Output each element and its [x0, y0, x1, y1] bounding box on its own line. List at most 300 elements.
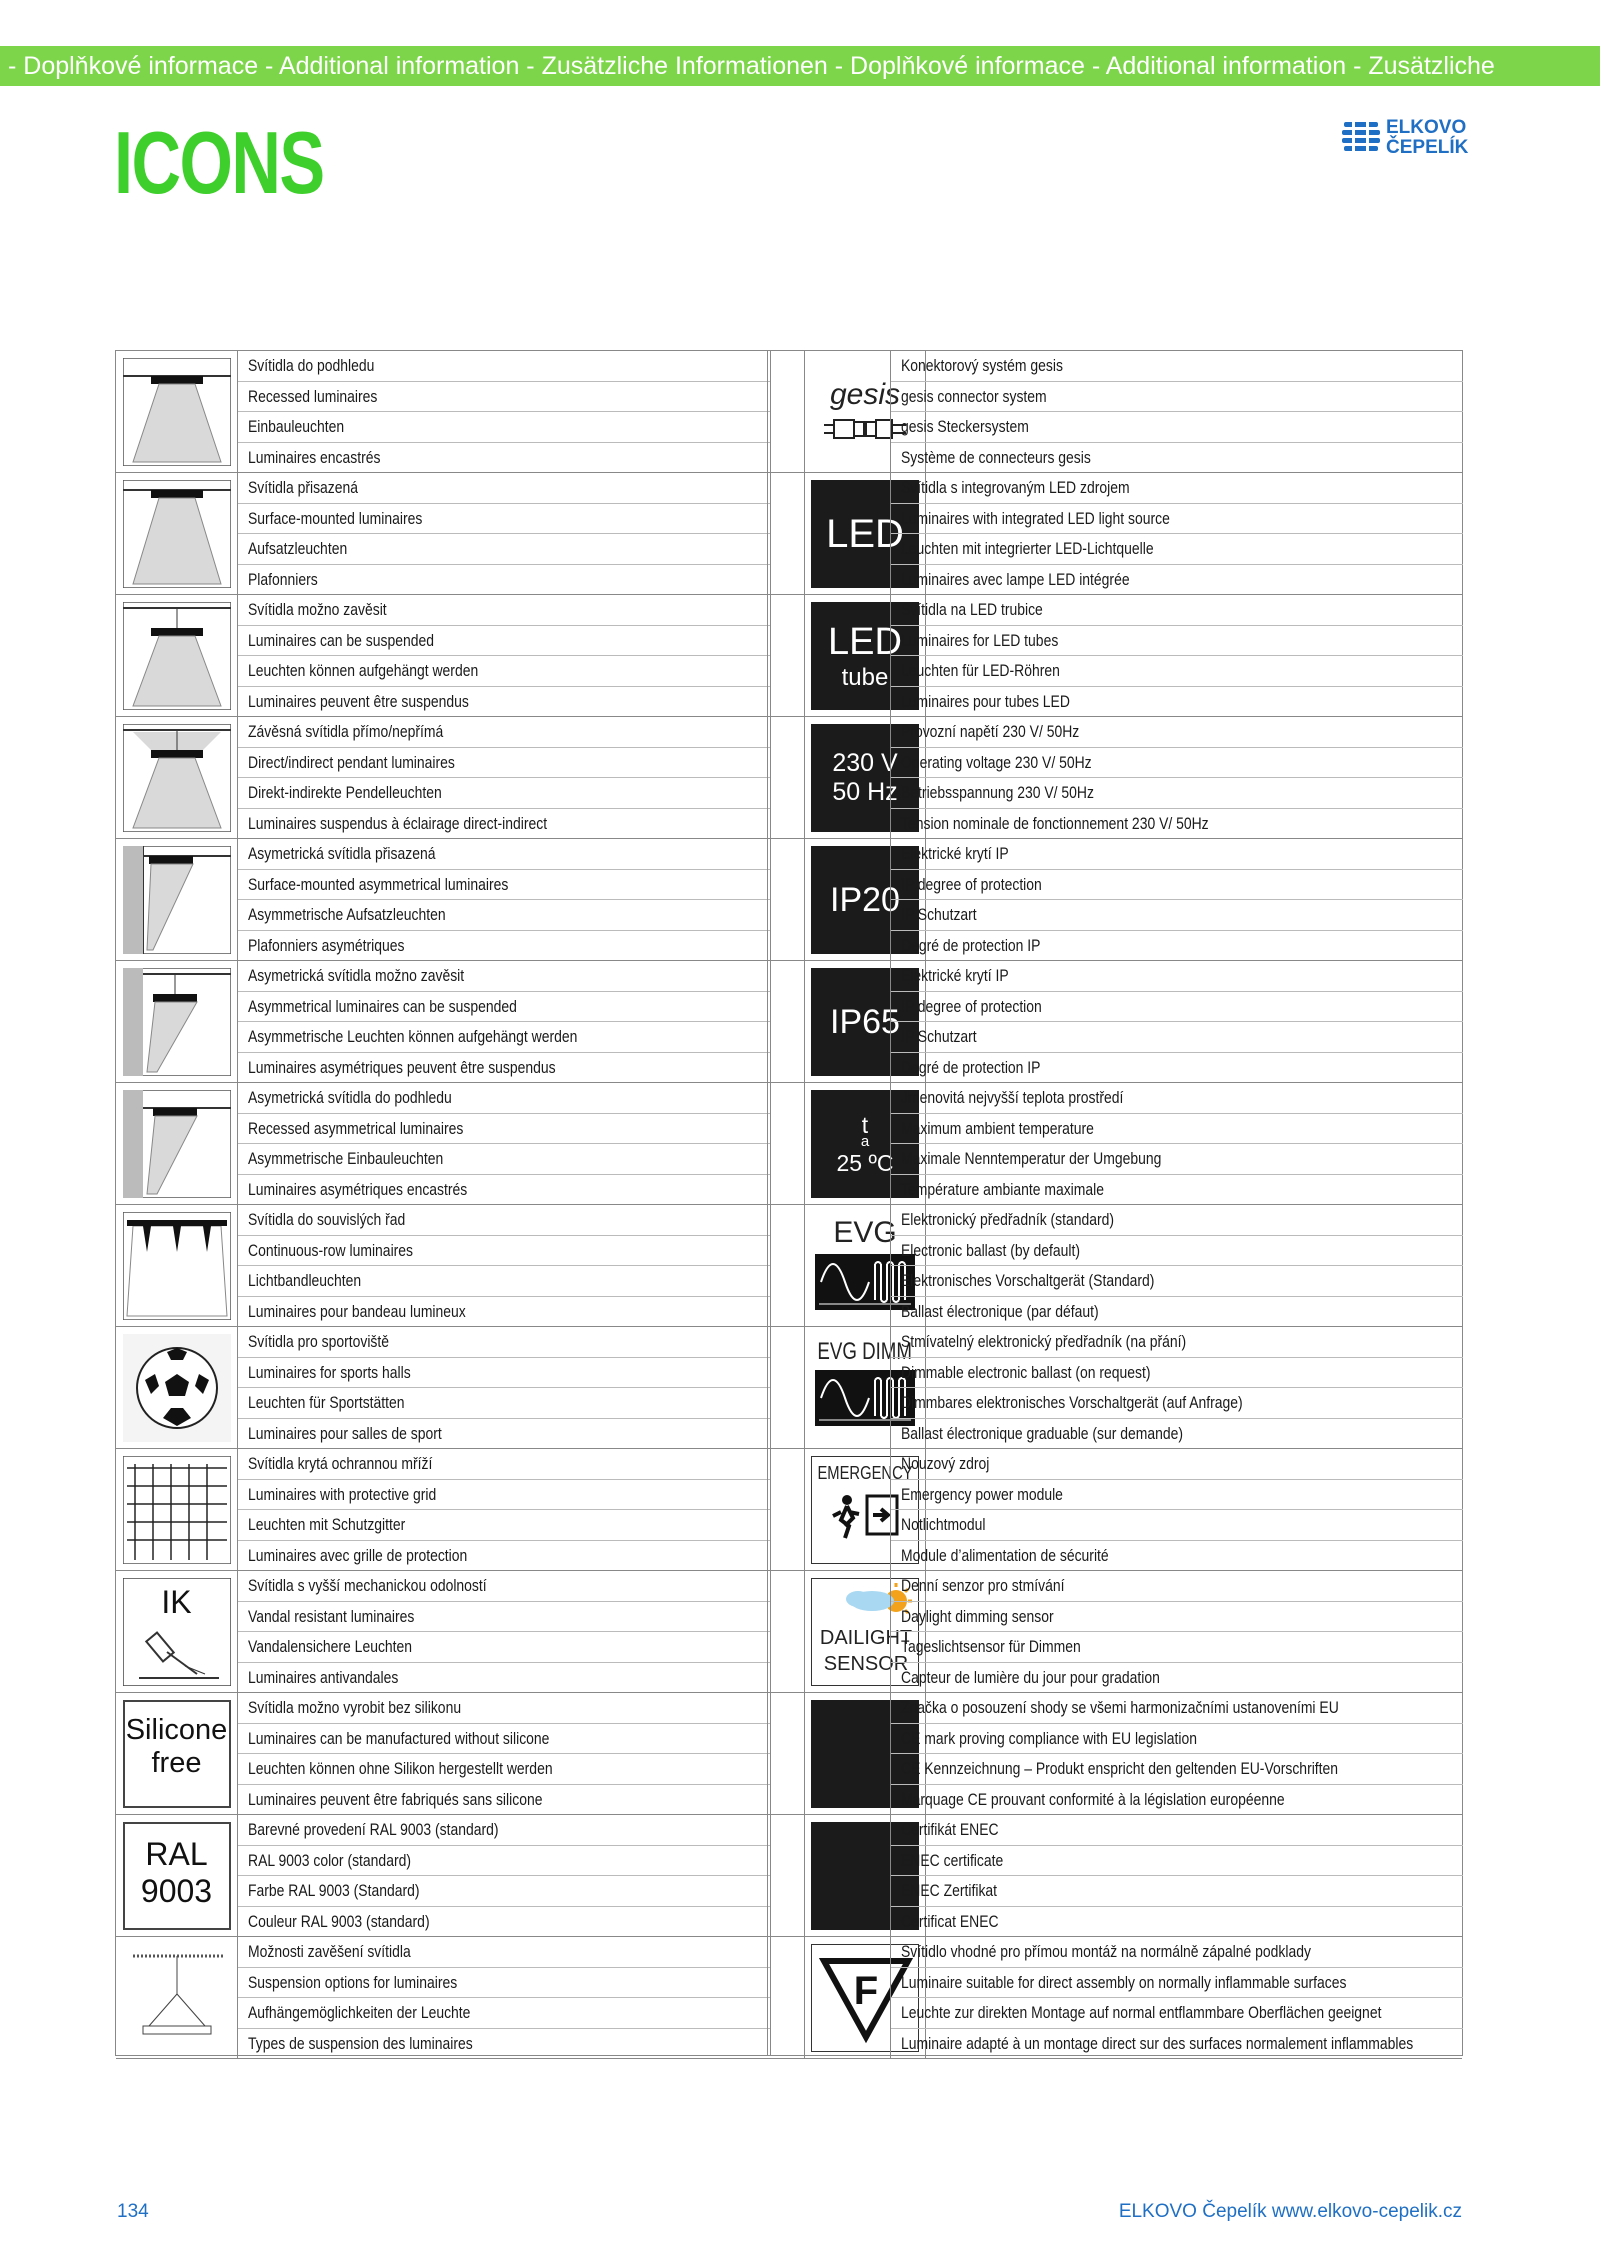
left-icon-row	[116, 717, 770, 839]
description-line	[238, 1297, 770, 1328]
left-icon-row	[116, 1205, 770, 1327]
description-line	[891, 1022, 1463, 1053]
description-text: Luminaires pour tubes LED	[901, 691, 1070, 711]
icon-label: IK	[161, 1584, 192, 1620]
description-text: Asymetrická svítidla do podhledu	[248, 1088, 452, 1107]
description-text: Leuchten mit integrierter LED-Lichtquelle	[901, 539, 1154, 558]
icon-label: IP65	[830, 1002, 900, 1041]
description-text: Lichtbandleuchten	[248, 1271, 362, 1290]
description-text: Elektronisches Vorschaltgerät (Standard)	[901, 1271, 1155, 1290]
description-text: Continuous-row luminaires	[248, 1240, 414, 1260]
description-text: Závěsná svítidla přímo/nepřímá	[248, 722, 444, 741]
direct-indirect-pendant-icon	[116, 717, 238, 839]
description-text: Leuchten für LED-Röhren	[901, 661, 1060, 680]
description-text: Stmívatelný elektronický předřadník (na přání)	[901, 1332, 1187, 1351]
description-line	[891, 717, 1463, 748]
description-line	[891, 1663, 1463, 1694]
description-lines	[238, 1205, 770, 1327]
description-line	[891, 626, 1463, 657]
right-icon-row	[768, 1571, 1462, 1693]
description-text: Leuchten mit Schutzgitter	[248, 1515, 406, 1534]
description-text: Plafonniers asymétriques	[248, 935, 405, 955]
right-icon-row	[768, 351, 1462, 473]
icon-label: IP20	[830, 880, 900, 919]
description-line	[891, 1602, 1463, 1633]
description-line	[891, 1510, 1463, 1541]
description-line	[238, 1907, 770, 1938]
description-text: Elektrické krytí IP	[901, 844, 1009, 863]
description-line	[891, 1876, 1463, 1907]
description-line	[238, 565, 770, 596]
description-text: Luminaires asymétriques encastrés	[248, 1179, 468, 1199]
description-line	[238, 1388, 770, 1419]
description-text: Direct/indirect pendant luminaires	[248, 752, 455, 772]
description-text: Svítidla možno zavěsit	[248, 600, 387, 619]
description-text: Leuchten für Sportstätten	[248, 1393, 405, 1412]
description-text: Recessed asymmetrical luminaires	[248, 1118, 464, 1138]
description-lines	[890, 717, 1463, 839]
description-line	[891, 1053, 1463, 1084]
description-lines	[238, 473, 770, 595]
description-text: Elektronický předřadník (standard)	[901, 1210, 1115, 1229]
description-line	[891, 1297, 1463, 1328]
description-line	[891, 1907, 1463, 1938]
description-text: IP degree of protection	[901, 874, 1042, 894]
description-line	[891, 931, 1463, 962]
description-text: Luminaires antivandales	[248, 1667, 399, 1687]
description-text: Barevné provedení RAL 9003 (standard)	[248, 1820, 499, 1839]
description-text: Svítidla do souvislých řad	[248, 1210, 406, 1229]
description-line	[238, 1266, 770, 1297]
asymmetric-surface-icon	[116, 839, 238, 961]
description-line	[891, 870, 1463, 901]
description-text: Luminaires asymétriques peuvent être suspendus	[248, 1057, 556, 1077]
description-line	[891, 778, 1463, 809]
description-line	[238, 870, 770, 901]
icon-label: LED	[828, 620, 902, 663]
description-line	[891, 1815, 1463, 1846]
description-text: CE Kennzeichnung – Produkt enspricht den geltenden EU-Vorschriften	[901, 1759, 1339, 1778]
description-text: Asymmetrische Leuchten können aufgehängt werden	[248, 1027, 578, 1046]
description-line	[238, 961, 770, 992]
description-line	[891, 900, 1463, 931]
suspended-luminaire-icon	[116, 595, 238, 717]
silicone-free-icon	[116, 1693, 238, 1815]
right-icon-row	[768, 1327, 1462, 1449]
description-lines	[890, 1937, 1463, 2059]
description-line	[238, 1571, 770, 1602]
description-text: gesis connector system	[901, 386, 1047, 406]
description-line	[891, 1205, 1463, 1236]
description-line	[238, 656, 770, 687]
icon-label-2: free	[151, 1747, 202, 1780]
description-line	[891, 1175, 1463, 1206]
description-text: Surface-mounted asymmetrical luminaires	[248, 874, 509, 894]
right-icon-row	[768, 961, 1462, 1083]
description-line	[891, 687, 1463, 718]
description-line	[238, 595, 770, 626]
description-line	[238, 1632, 770, 1663]
description-text: IP Schutzart	[901, 905, 977, 924]
description-line	[238, 2029, 770, 2060]
description-text: Luminaires can be manufactured without silicone	[248, 1728, 550, 1748]
description-text: Betriebsspannung 230 V/ 50Hz	[901, 783, 1094, 802]
description-line	[238, 534, 770, 565]
right-icon-row	[768, 473, 1462, 595]
icon-label: LED	[826, 511, 904, 556]
description-lines	[238, 1449, 770, 1571]
description-text: Marquage CE prouvant conformité à la législation européenne	[901, 1789, 1285, 1809]
description-text: IP degree of protection	[901, 996, 1042, 1016]
description-line	[238, 1510, 770, 1541]
description-text: Plafonniers	[248, 569, 318, 589]
ik-hammer-icon	[116, 1571, 238, 1693]
description-lines	[890, 1693, 1463, 1815]
icon-label: t	[861, 1111, 869, 1138]
logo-line-1: ELKOVO	[1386, 117, 1467, 138]
description-text: Provozní napětí 230 V/ 50Hz	[901, 722, 1080, 741]
description-line	[891, 534, 1463, 565]
description-text: Recessed luminaires	[248, 386, 378, 406]
description-line	[891, 412, 1463, 443]
description-lines	[890, 839, 1463, 961]
description-line	[238, 1663, 770, 1694]
description-line	[238, 1236, 770, 1267]
description-text: Degré de protection IP	[901, 935, 1041, 955]
description-line	[238, 1998, 770, 2029]
suspension-options-icon	[116, 1937, 238, 2059]
icon-label: RAL	[145, 1836, 208, 1872]
description-text: Einbauleuchten	[248, 417, 345, 436]
description-line	[238, 717, 770, 748]
description-text: Dimmable electronic ballast (on request)	[901, 1362, 1151, 1382]
icon-label: DAILIGHT	[819, 1627, 913, 1649]
description-line	[891, 1937, 1463, 1968]
description-text: CE mark proving compliance with EU legislation	[901, 1728, 1197, 1748]
description-lines	[238, 1327, 770, 1449]
left-icon-row	[116, 473, 770, 595]
description-lines	[238, 839, 770, 961]
description-text: ENEC certificate	[901, 1850, 1004, 1870]
description-text: Luminaires encastrés	[248, 447, 381, 467]
description-line	[238, 473, 770, 504]
description-text: Electronic ballast (by default)	[901, 1240, 1080, 1260]
description-lines	[238, 1083, 770, 1205]
description-lines	[238, 595, 770, 717]
description-text: Types de suspension des luminaires	[248, 2033, 473, 2053]
recessed-luminaire-icon	[116, 351, 238, 473]
description-text: Asymmetrische Einbauleuchten	[248, 1149, 444, 1168]
description-lines	[238, 717, 770, 839]
description-text: Značka o posouzení shody se všemi harmonizačními ustanoveními EU	[901, 1698, 1339, 1717]
description-line	[238, 1968, 770, 1999]
icon-label-2: 50 Hz	[832, 778, 898, 806]
description-text: Luminaires pour bandeau lumineux	[248, 1301, 466, 1321]
icon-label-2: SENSOR	[823, 1653, 909, 1675]
description-text: Operating voltage 230 V/ 50Hz	[901, 752, 1092, 772]
description-line	[238, 1876, 770, 1907]
description-line	[238, 1693, 770, 1724]
description-lines	[890, 595, 1463, 717]
description-lines	[238, 1693, 770, 1815]
description-text: Luminaires with protective grid	[248, 1484, 437, 1504]
description-line	[891, 1419, 1463, 1450]
right-icon-row	[768, 595, 1462, 717]
description-line	[238, 1785, 770, 1816]
description-line	[891, 1480, 1463, 1511]
page-title: ICONS	[114, 113, 324, 212]
description-lines	[890, 1815, 1463, 1937]
description-text: Leuchten können ohne Silikon hergestellt werden	[248, 1759, 553, 1778]
description-text: Certificat ENEC	[901, 1911, 999, 1931]
description-text: Svítidla do podhledu	[248, 356, 375, 375]
right-column	[767, 350, 1463, 2056]
description-text: Aufsatzleuchten	[248, 539, 348, 558]
description-line	[891, 1083, 1463, 1114]
description-line	[238, 931, 770, 962]
description-lines	[890, 1571, 1463, 1693]
description-text: Luminaires avec lampe LED intégrée	[901, 569, 1130, 589]
description-line	[238, 351, 770, 382]
description-line	[891, 1785, 1463, 1816]
description-lines	[890, 1205, 1463, 1327]
description-line	[238, 382, 770, 413]
description-line	[891, 351, 1463, 382]
left-icon-row	[116, 1571, 770, 1693]
icon-label: gesis	[829, 378, 901, 411]
left-icon-row	[116, 1815, 770, 1937]
description-line	[891, 382, 1463, 413]
description-text: Vandal resistant luminaires	[248, 1606, 415, 1626]
description-text: Svítidlo vhodné pro přímou montáž na normálně zápalné podklady	[901, 1942, 1311, 1961]
description-line	[238, 1449, 770, 1480]
description-line	[891, 1449, 1463, 1480]
description-line	[238, 1754, 770, 1785]
description-text: Luminaires can be suspended	[248, 630, 434, 650]
description-text: Luminaires suspendus à éclairage direct-indirect	[248, 813, 548, 833]
left-icon-row	[116, 351, 770, 473]
description-line	[891, 992, 1463, 1023]
icon-label-sub: a	[860, 1132, 870, 1150]
description-line	[891, 809, 1463, 840]
description-text: Svítidla na LED trubice	[901, 600, 1043, 619]
description-line	[238, 1480, 770, 1511]
description-line	[891, 565, 1463, 596]
description-line	[891, 748, 1463, 779]
description-text: Dimmbares elektronisches Vorschaltgerät (auf Anfrage)	[901, 1393, 1243, 1412]
description-text: gesis Steckersystem	[901, 417, 1029, 436]
icon-label: 230 V	[832, 749, 898, 777]
description-line	[891, 1693, 1463, 1724]
right-icon-row	[768, 1815, 1462, 1937]
description-text: Luminaires peuvent être suspendus	[248, 691, 469, 711]
description-line	[891, 1266, 1463, 1297]
description-lines	[890, 473, 1463, 595]
company-logo	[1342, 118, 1468, 158]
description-text: Luminaire adapté à un montage direct sur des surfaces normalement inflammables	[901, 2033, 1414, 2053]
description-text: Suspension options for luminaires	[248, 1972, 458, 1992]
description-line	[891, 1114, 1463, 1145]
description-text: Luminaire suitable for direct assembly on normally inflammable surfaces	[901, 1972, 1347, 1992]
description-text: Daylight dimming sensor	[901, 1606, 1054, 1626]
description-line	[238, 504, 770, 535]
description-line	[891, 1846, 1463, 1877]
description-line	[891, 1388, 1463, 1419]
description-text: Asymetrická svítidla přisazená	[248, 844, 436, 863]
description-text: Température ambiante maximale	[901, 1179, 1105, 1199]
description-text: Luminaires peuvent être fabriqués sans silicone	[248, 1789, 543, 1809]
icon-label: Silicone	[125, 1714, 228, 1746]
description-line	[238, 1083, 770, 1114]
icon-label: EMERGENCY	[817, 1463, 913, 1483]
icons-table	[115, 350, 1463, 2056]
description-text: Tension nominale de fonctionnement 230 V/ 50Hz	[901, 813, 1209, 833]
description-line	[238, 1846, 770, 1877]
description-text: Možnosti zavěšení svítidla	[248, 1942, 411, 1961]
description-line	[238, 1205, 770, 1236]
description-text: Nouzový zdroj	[901, 1454, 990, 1473]
description-line	[238, 1602, 770, 1633]
left-icon-row	[116, 1693, 770, 1815]
left-icon-row	[116, 1083, 770, 1205]
description-line	[891, 504, 1463, 535]
asymmetric-suspended-icon	[116, 961, 238, 1083]
description-line	[891, 1998, 1463, 2029]
description-line	[891, 1754, 1463, 1785]
description-line	[891, 839, 1463, 870]
description-line	[891, 1571, 1463, 1602]
description-line	[238, 1937, 770, 1968]
description-line	[891, 961, 1463, 992]
description-text: Module d’alimentation de sécurité	[901, 1545, 1109, 1565]
description-text: Svítidla s integrovaným LED zdrojem	[901, 478, 1130, 497]
description-text: Couleur RAL 9003 (standard)	[248, 1911, 430, 1931]
icon-label: F	[853, 1969, 879, 2013]
description-text: Konektorový systém gesis	[901, 356, 1063, 375]
right-icon-row	[768, 839, 1462, 961]
description-text: Notlichtmodul	[901, 1515, 986, 1534]
description-text: Jmenovitá nejvyšší teplota prostředí	[901, 1088, 1124, 1107]
description-line	[238, 1815, 770, 1846]
description-line	[891, 443, 1463, 474]
description-line	[891, 656, 1463, 687]
description-text: RAL 9003 color (standard)	[248, 1850, 411, 1870]
right-icon-row	[768, 1937, 1462, 2059]
left-icon-row	[116, 1327, 770, 1449]
icon-label-2: tube	[841, 663, 889, 691]
description-line	[891, 1358, 1463, 1389]
left-icon-row	[116, 595, 770, 717]
description-text: Certifikát ENEC	[901, 1820, 999, 1839]
description-line	[238, 839, 770, 870]
left-icon-row	[116, 1449, 770, 1571]
description-line	[238, 443, 770, 474]
protective-grid-icon	[116, 1449, 238, 1571]
description-text: Vandalensichere Leuchten	[248, 1637, 413, 1656]
icon-label-2: 9003	[140, 1872, 213, 1909]
description-text: ENEC Zertifikat	[901, 1881, 998, 1900]
description-text: Luminaires pour salles de sport	[248, 1423, 442, 1443]
description-lines	[890, 1327, 1463, 1449]
description-text: Tageslichtsensor für Dimmen	[901, 1637, 1081, 1656]
top-banner: - Doplňkové informace - Additional information - Zusätzliche Informationen - Doplňkové informace - Additional information - Zusätzliche	[0, 46, 1600, 86]
description-lines	[238, 961, 770, 1083]
left-icon-row	[116, 839, 770, 961]
surface-mounted-luminaire-icon	[116, 473, 238, 595]
description-text: Maximale Nenntemperatur der Umgebung	[901, 1149, 1162, 1168]
right-icon-row	[768, 717, 1462, 839]
description-line	[238, 1358, 770, 1389]
description-lines	[238, 1937, 770, 2059]
description-text: IP Schutzart	[901, 1027, 977, 1046]
description-line	[891, 2029, 1463, 2060]
description-lines	[890, 1083, 1463, 1205]
description-lines	[238, 1815, 770, 1937]
left-column	[115, 350, 771, 2056]
description-text: Système de connecteurs gesis	[901, 447, 1091, 467]
description-text: Luminaires for LED tubes	[901, 630, 1059, 650]
description-line	[238, 412, 770, 443]
description-lines	[890, 351, 1463, 473]
description-line	[238, 1053, 770, 1084]
description-text: Luminaires avec grille de protection	[248, 1545, 468, 1565]
description-line	[238, 687, 770, 718]
description-text: Farbe RAL 9003 (Standard)	[248, 1881, 420, 1900]
description-line	[238, 626, 770, 657]
description-line	[891, 1144, 1463, 1175]
right-icon-row	[768, 1205, 1462, 1327]
ral-icon	[116, 1815, 238, 1937]
description-line	[891, 1724, 1463, 1755]
description-line	[238, 1175, 770, 1206]
description-line	[891, 1327, 1463, 1358]
page-number: 134	[117, 2201, 149, 2222]
description-text: Asymetrická svítidla možno zavěsit	[248, 966, 465, 985]
description-text: Luminaires for sports halls	[248, 1362, 411, 1382]
description-line	[238, 778, 770, 809]
description-line	[238, 1327, 770, 1358]
description-text: Luminaires with integrated LED light source	[901, 508, 1170, 528]
description-text: Degré de protection IP	[901, 1057, 1041, 1077]
description-text: Surface-mounted luminaires	[248, 508, 423, 528]
icon-label: EVG	[833, 1216, 897, 1249]
description-text: Leuchten können aufgehängt werden	[248, 661, 479, 680]
description-text: Emergency power module	[901, 1484, 1063, 1504]
description-text: Asymmetrische Aufsatzleuchten	[248, 905, 446, 924]
description-line	[238, 1419, 770, 1450]
icon-label-2: 25 ºC	[836, 1149, 894, 1176]
description-line	[238, 900, 770, 931]
description-text: Svítidla možno vyrobit bez silikonu	[248, 1698, 462, 1717]
description-lines	[890, 961, 1463, 1083]
description-line	[238, 748, 770, 779]
logo-line-2: ČEPELÍK	[1386, 137, 1469, 158]
continuous-row-icon	[116, 1205, 238, 1327]
description-line	[238, 1022, 770, 1053]
description-lines	[890, 1449, 1463, 1571]
description-text: Svítidla s vyšší mechanickou odolností	[248, 1576, 487, 1595]
description-line	[891, 1632, 1463, 1663]
description-text: Svítidla pro sportoviště	[248, 1332, 390, 1351]
description-line	[891, 473, 1463, 504]
description-line	[238, 1724, 770, 1755]
football-icon	[116, 1327, 238, 1449]
description-line	[238, 1541, 770, 1572]
description-line	[238, 992, 770, 1023]
description-text: Asymmetrical luminaires can be suspended	[248, 996, 517, 1016]
right-icon-row	[768, 1449, 1462, 1571]
asymmetric-recessed-icon	[116, 1083, 238, 1205]
